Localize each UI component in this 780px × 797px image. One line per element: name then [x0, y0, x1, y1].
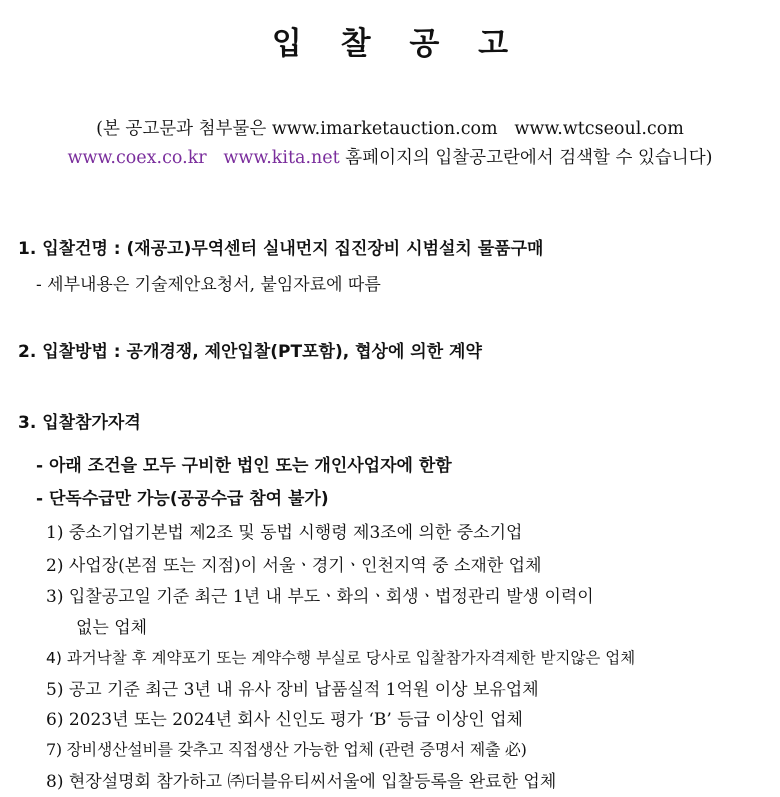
qualification-item-7: 7) 장비생산설비를 갖추고 직접생산 가능한 업체 (관련 증명서 제출 必): [46, 740, 527, 759]
url-kita-link[interactable]: www.kita.net: [223, 148, 340, 168]
qualification-item-3: 3) 입찰공고일 기준 최근 1년 내 부도ㆍ화의ㆍ회생ㆍ법정관리 발생 이력이: [46, 587, 594, 607]
qualification-item-3-continued: 없는 업체: [76, 618, 148, 638]
notice-line-1: [0, 115, 780, 140]
qualification-item-1: 1) 중소기업기본법 제2조 및 동법 시행령 제3조에 의한 중소기업: [46, 523, 523, 543]
section-3-condition-2: - 단독수급만 가능(공공수급 참여 불가): [36, 489, 329, 509]
notice-prefix: (본 공고문과 첨부물은: [96, 119, 272, 139]
section-3-heading: 3. 입찰참가자격: [18, 413, 141, 433]
page-title: 입 찰 공 고: [271, 26, 523, 62]
section-1-heading: 1. 입찰건명 : (재공고)무역센터 실내먼지 집진장비 시범설치 물품구매: [18, 239, 544, 259]
qualification-item-4: 4) 과거낙찰 후 계약포기 또는 계약수행 부실로 당사로 입찰참가자격제한 받지않은 업체: [46, 649, 636, 667]
url-imarketauction-link[interactable]: www.imarketauction.com: [271, 119, 498, 139]
section-1-detail: - 세부내용은 기술제안요청서, 붙임자료에 따름: [36, 275, 381, 295]
qualification-item-8: 8) 현장설명회 참가하고 ㈜더블유티씨서울에 입찰등록을 완료한 업체: [46, 772, 557, 792]
qualification-item-2: 2) 사업장(본점 또는 지점)이 서울ㆍ경기ㆍ인천지역 중 소재한 업체: [46, 556, 542, 576]
qualification-item-5: 5) 공고 기준 최근 3년 내 유사 장비 납품실적 1억원 이상 보유업체: [46, 680, 539, 700]
notice-suffix: 홈페이지의 입찰공고란에서 검색할 수 있습니다): [339, 148, 713, 168]
url-wtcseoul-link[interactable]: www.wtcseoul.com: [514, 119, 684, 139]
qualification-item-6: 6) 2023년 또는 2024년 회사 신인도 평가 ‘B’ 등급 이상인 업체: [46, 710, 523, 730]
section-2-heading: 2. 입찰방법 : 공개경쟁, 제안입찰(PT포함), 협상에 의한 계약: [18, 342, 482, 362]
url-coex-link[interactable]: www.coex.co.kr: [67, 148, 207, 168]
notice-line-2: [0, 144, 780, 169]
section-3-condition-1: - 아래 조건을 모두 구비한 법인 또는 개인사업자에 한함: [36, 456, 452, 476]
